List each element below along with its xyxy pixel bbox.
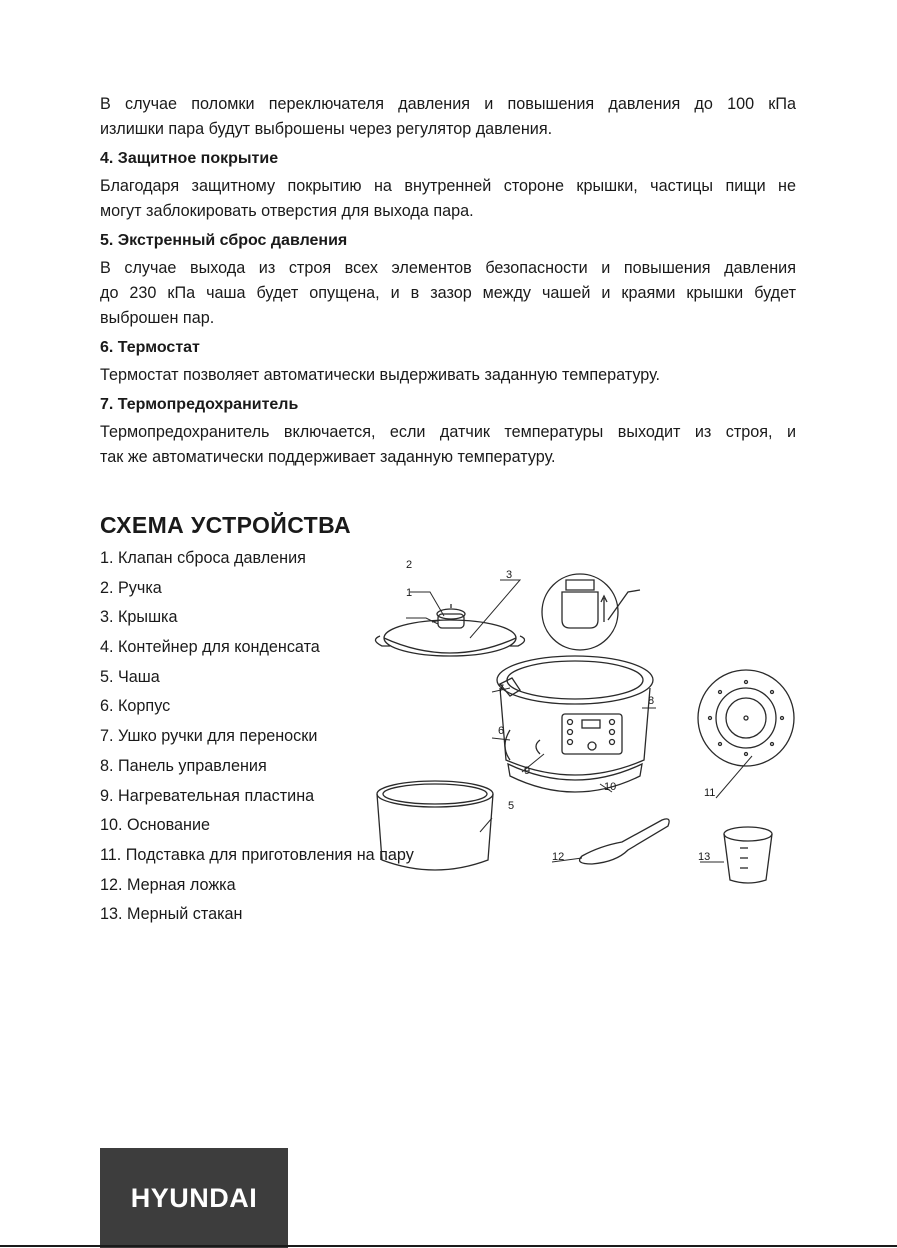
- text-line: выброшен пар.: [100, 309, 215, 327]
- list-item: 13. Мерный стакан: [100, 905, 243, 924]
- text-line: излишки пара будут выброшены через регулятор давления.: [100, 120, 553, 138]
- list-item: 10. Основание: [100, 816, 211, 835]
- section-heading-7: 7. Термопредохранитель: [100, 396, 299, 413]
- text-line: могут заблокировать отверстия для выхода пара.: [100, 202, 474, 220]
- leader-lines: [406, 580, 752, 862]
- callout-10: 10: [604, 781, 617, 793]
- inner-bowl-drawing: [377, 781, 493, 870]
- callout-labels: [406, 559, 715, 863]
- callout-8: 8: [648, 695, 655, 707]
- list-item: 12. Мерная ложка: [100, 875, 236, 894]
- section-heading-4: 4. Защитное покрытие: [100, 150, 279, 167]
- device-diagram: [360, 550, 800, 890]
- list-item: 9. Нагревательная пластина: [100, 786, 315, 805]
- callout-1: 1: [406, 587, 413, 599]
- text-line: В случае поломки переключателя давления и повышения давления до 100 кПа: [100, 95, 796, 113]
- text-line: до 230 кПа чаша будет опущена, и в зазор между чашей и краями крышки будет: [100, 284, 796, 302]
- text-line: так же автоматически поддерживает заданную температуру.: [100, 448, 556, 466]
- list-item: 5. Чаша: [100, 667, 160, 686]
- list-item: 4. Контейнер для конденсата: [100, 638, 320, 657]
- list-item: 3. Крышка: [100, 608, 178, 627]
- text-line: Термостат позволяет автоматически выдерживать заданную температуру.: [100, 366, 661, 384]
- cooker-body-drawing: [497, 656, 653, 792]
- text-line: Благодаря защитному покрытию на внутренней стороне крышки, частицы пищи не: [100, 177, 796, 195]
- callout-12: 12: [552, 851, 565, 863]
- section-heading-6: 6. Термостат: [100, 339, 200, 356]
- callout-9: 9: [524, 765, 531, 777]
- measuring-spoon-drawing: [580, 819, 670, 864]
- callout-2: 2: [406, 559, 413, 571]
- list-item: 2. Ручка: [100, 578, 162, 597]
- callout-6: 6: [498, 725, 505, 737]
- steam-rack-drawing: [698, 670, 794, 766]
- callout-7: 7: [498, 683, 505, 695]
- callout-3: 3: [506, 569, 513, 581]
- list-item: 11. Подставка для приготовления на пару: [100, 845, 414, 864]
- callout-5: 5: [508, 800, 515, 812]
- list-item: 7. Ушко ручки для переноски: [100, 727, 318, 746]
- paragraph-thermostat: [100, 363, 796, 388]
- brand-logo: HYUNDAI: [100, 1148, 288, 1248]
- paragraph-pressure-switch: [100, 92, 796, 142]
- text-line: Термопредохранитель включается, если датчик температуры выходит из строя, и: [100, 423, 796, 441]
- lid-drawing: [375, 604, 524, 656]
- measuring-cup-drawing: [724, 827, 772, 883]
- text-content: [100, 92, 796, 470]
- callout-11: 11: [704, 787, 716, 799]
- callout-13: 13: [698, 851, 711, 863]
- condensate-container-drawing: [542, 574, 640, 650]
- list-item: 1. Клапан сброса давления: [100, 549, 306, 567]
- text-line: В случае выхода из строя всех элементов безопасности и повышения давления: [100, 259, 796, 277]
- scheme-title: СХЕМА УСТРОЙСТВА: [100, 512, 351, 538]
- bottom-rule: [0, 1245, 897, 1247]
- paragraph-thermal-fuse: [100, 420, 796, 470]
- paragraph-protective-coating: [100, 174, 796, 224]
- list-item: 6. Корпус: [100, 697, 171, 716]
- list-item: 8. Панель управления: [100, 756, 267, 775]
- paragraph-emergency-release: [100, 256, 796, 331]
- section-heading-5: 5. Экстренный сброс давления: [100, 232, 348, 249]
